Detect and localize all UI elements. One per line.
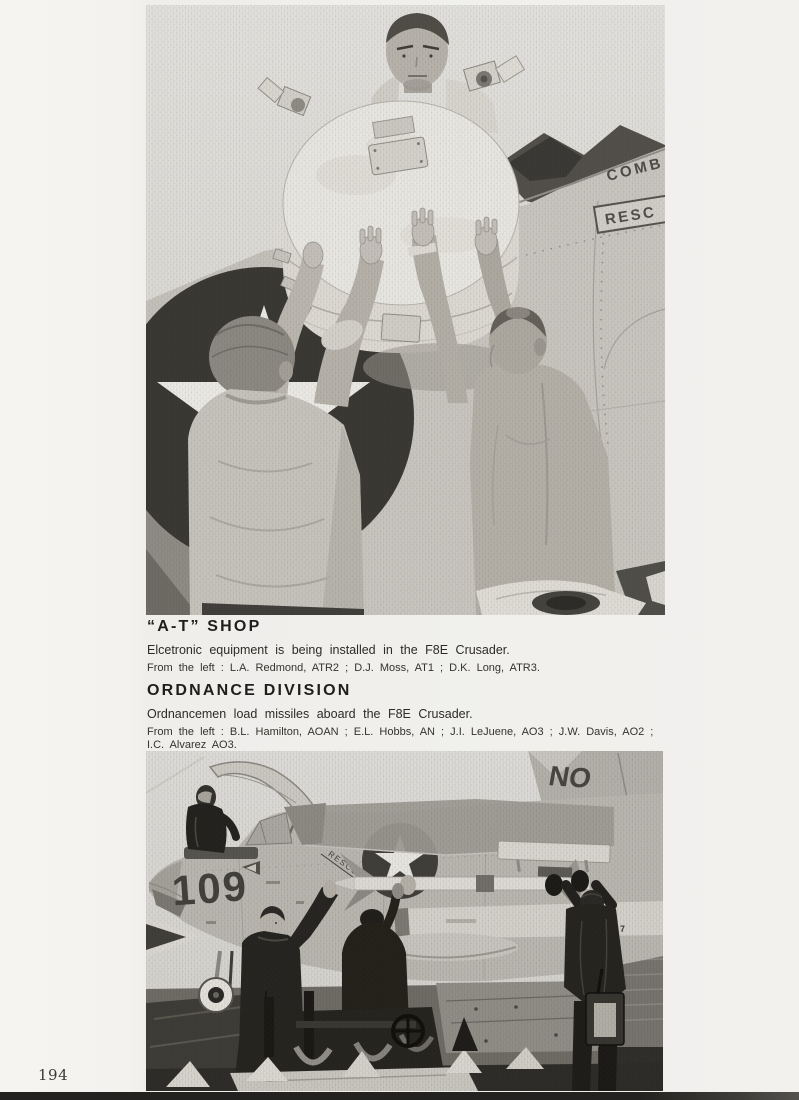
page-edge-strip [0,1092,799,1100]
caption-ordnance: Ordnancemen load missiles aboard the F8E Crusader. [147,707,473,721]
page-number: 194 [38,1066,69,1084]
credits-ordnance: From the left : B.L. Hamilton, AOAN ; E.L. Hobbs, AN ; J.I. LeJuene, AO3 ; J.W. Davis, AO2 ; I.C. Alvarez AO3. [147,726,654,751]
photo-ordnance-canvas [146,751,663,1091]
section-heading-ordnance: ORDNANCE DIVISION [147,682,352,699]
photo-at-shop [146,5,665,615]
section-heading-at-shop: “A-T” SHOP [147,618,262,635]
caption-block [147,617,667,758]
caption-at-shop: Elcetronic equipment is being installed in the F8E Crusader. [147,643,510,657]
photo-ordnance [146,751,663,1091]
scanline-overlay [146,751,663,1091]
scanline-overlay [146,5,665,615]
photo-at-shop-canvas [146,5,665,615]
credits-at-shop: From the left : L.A. Redmond, ATR2 ; D.J. Moss, AT1 ; D.K. Long, ATR3. [147,662,540,674]
